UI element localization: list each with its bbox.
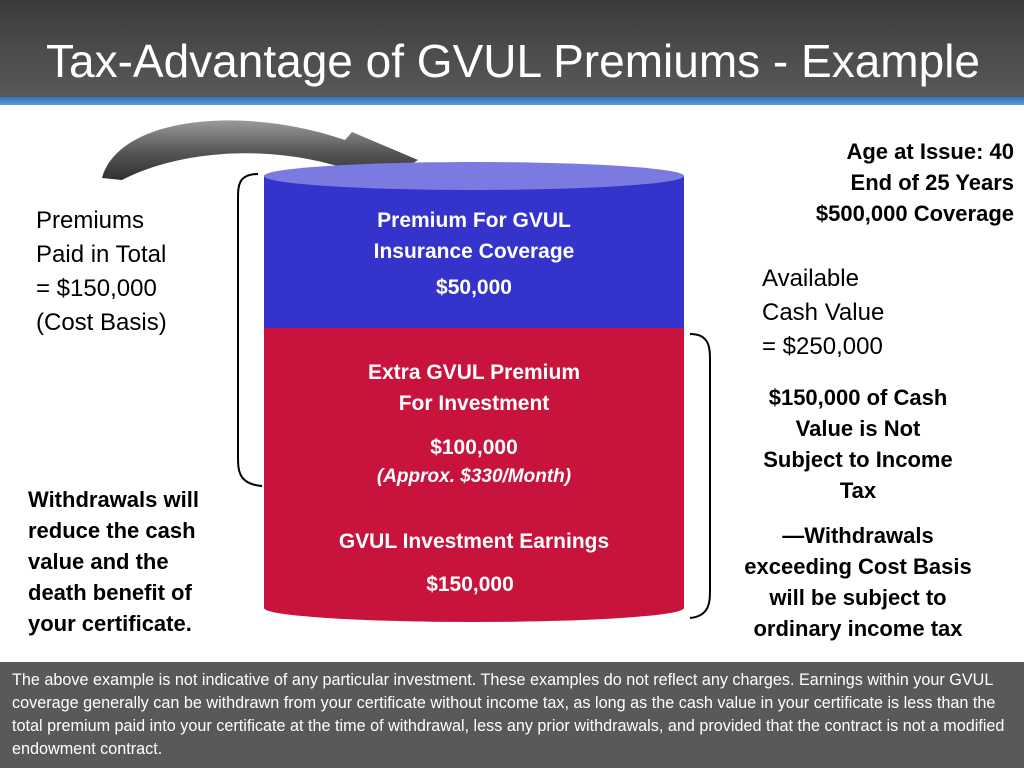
premiums-paid-line3: = $150,000 bbox=[36, 275, 157, 302]
policy-age: Age at Issue: 40 bbox=[846, 139, 1014, 164]
top-segment-amount: $50,000 bbox=[436, 276, 512, 299]
premiums-paid-line2: Paid in Total bbox=[36, 241, 167, 268]
top-segment-label-2: Insurance Coverage bbox=[373, 240, 575, 263]
mid-segment-amount: $100,000 bbox=[430, 436, 518, 459]
withdrawals-line1: Withdrawals will bbox=[28, 487, 199, 512]
withdrawals-line2: reduce the cash bbox=[28, 518, 196, 543]
tax-note-line1: $150,000 of Cash bbox=[768, 385, 948, 410]
withdrawal-tax-note bbox=[716, 520, 1000, 644]
withdrawals-line3: value and the bbox=[28, 549, 169, 574]
left-bracket bbox=[238, 174, 262, 486]
available-cash-value bbox=[762, 262, 992, 364]
cash-value-line1: Available bbox=[762, 265, 859, 292]
mid-segment-label-2: For Investment bbox=[398, 392, 550, 415]
withdrawals-note bbox=[28, 484, 238, 639]
withdrawal-tax-line4: ordinary income tax bbox=[753, 616, 963, 641]
withdrawal-tax-line3: will be subject to bbox=[769, 585, 947, 610]
footer-disclaimer: The above example is not indicative of any particular investment. These examples do not reflect any charges. Earnings within your GVUL coverage generally can be withdrawn from your certificate without income tax, as long as the cash value in your certificate is less than the total premium paid into your certificate at the time of withdrawal, less any prior withdrawals, and provided that the contract is not a modified endowment contract. bbox=[12, 671, 1005, 758]
cylinder-top bbox=[264, 162, 684, 190]
bottom-segment-amount: $150,000 bbox=[426, 573, 514, 596]
right-bracket bbox=[690, 334, 710, 618]
policy-coverage: $500,000 Coverage bbox=[815, 201, 1014, 226]
cash-value-line2: Cash Value bbox=[762, 299, 885, 326]
bottom-segment-label: GVUL Investment Earnings bbox=[338, 530, 610, 553]
policy-info bbox=[740, 136, 1014, 229]
policy-term: End of 25 Years bbox=[850, 170, 1014, 195]
withdrawals-line4: death benefit of bbox=[28, 580, 192, 605]
mid-segment-monthly: (Approx. $330/Month) bbox=[376, 466, 572, 487]
tax-note-line3: Subject to Income bbox=[763, 447, 953, 472]
premiums-paid-line1: Premiums bbox=[36, 207, 145, 234]
withdrawal-tax-line2: exceeding Cost Basis bbox=[744, 554, 972, 579]
top-segment-label-1: Premium For GVUL bbox=[377, 209, 571, 232]
withdrawals-line5: your certificate. bbox=[28, 611, 192, 636]
tax-note-line2: Value is Not bbox=[795, 416, 921, 441]
premiums-paid-line4: (Cost Basis) bbox=[36, 309, 167, 336]
cash-value-line3: = $250,000 bbox=[762, 333, 883, 360]
tax-note-line4: Tax bbox=[839, 478, 877, 503]
withdrawal-tax-line1: —Withdrawals bbox=[782, 523, 934, 548]
mid-segment-label-1: Extra GVUL Premium bbox=[367, 361, 581, 384]
premiums-paid-note bbox=[36, 204, 236, 340]
tax-free-note bbox=[722, 382, 994, 506]
slide-title: Tax-Advantage of GVUL Premiums - Example bbox=[46, 35, 980, 87]
